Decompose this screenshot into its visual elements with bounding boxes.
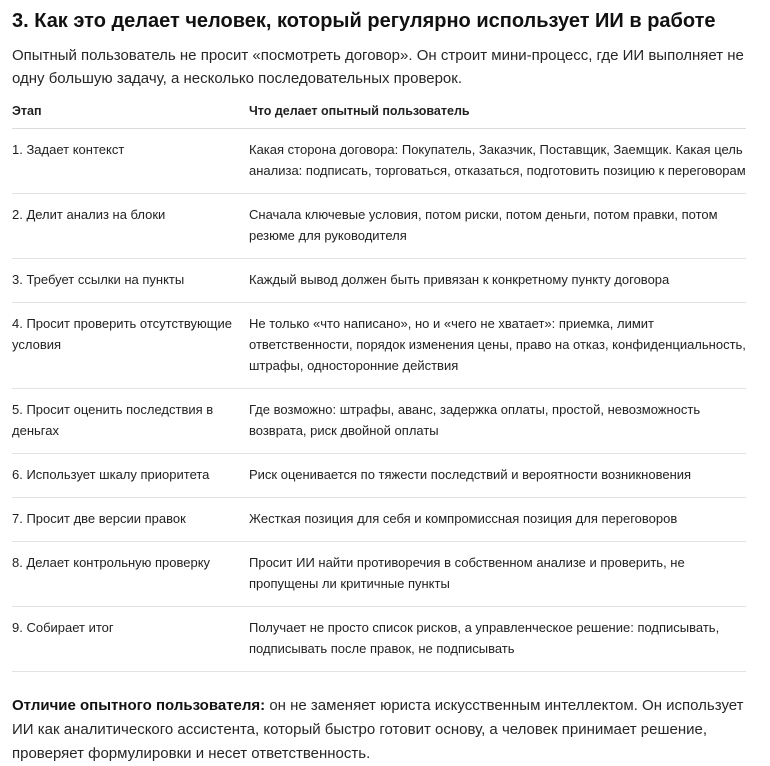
stage-cell: 2. Делит анализ на блоки xyxy=(12,194,249,259)
action-cell: Риск оценивается по тяжести последствий и вероятности возникновения xyxy=(249,454,746,498)
stage-cell: 4. Просит проверить отсутствующие условия xyxy=(12,303,249,389)
action-cell: Не только «что написано», но и «чего не хватает»: приемка, лимит ответственности, порядок изменения цены, право на отказ, конфиденциальность, штрафы, односторонние действия xyxy=(249,303,746,389)
stage-cell: 9. Собирает итог xyxy=(12,607,249,672)
action-cell: Получает не просто список рисков, а управленческое решение: подписывать, подписывать после правок, не подписывать xyxy=(249,607,746,672)
summary-paragraph xyxy=(12,694,758,766)
table-row xyxy=(12,498,746,542)
stage-cell: 7. Просит две версии правок xyxy=(12,498,249,542)
summary-label: Отличие опытного пользователя: xyxy=(12,697,266,714)
action-cell: Сначала ключевые условия, потом риски, потом деньги, потом правки, потом резюме для руководителя xyxy=(249,194,746,259)
stage-cell: 1. Задает контекст xyxy=(12,129,249,194)
table-row xyxy=(12,129,746,194)
stage-cell: 3. Требует ссылки на пункты xyxy=(12,259,249,303)
table-row xyxy=(12,194,746,259)
table-row xyxy=(12,542,746,607)
stage-cell: 6. Использует шкалу приоритета xyxy=(12,454,249,498)
action-cell: Где возможно: штрафы, аванс, задержка оплаты, простой, невозможность возврата, риск двойной оплаты xyxy=(249,389,746,454)
table-row xyxy=(12,259,746,303)
column-header-action: Что делает опытный пользователь xyxy=(249,98,746,129)
action-cell: Каждый вывод должен быть привязан к конкретному пункту договора xyxy=(249,259,746,303)
action-cell: Жесткая позиция для себя и компромиссная позиция для переговоров xyxy=(249,498,746,542)
action-cell: Просит ИИ найти противоречия в собственном анализе и проверить, не пропущены ли критичные пункты xyxy=(249,542,746,607)
summary-text: он не заменяет юриста искусственным интеллектом. Он использует ИИ как аналитического ассистента, который быстро готовит основу, а человек принимает решение, проверяет формулировки и несет ответственность. xyxy=(12,697,744,762)
stage-cell: 5. Просит оценить последствия в деньгах xyxy=(12,389,249,454)
action-cell: Какая сторона договора: Покупатель, Заказчик, Поставщик, Заемщик. Какая цель анализа: подписать, торговаться, отказаться, подготовить позицию к переговорам xyxy=(249,129,746,194)
intro-paragraph: Опытный пользователь не просит «посмотреть договор». Он строит мини-процесс, где ИИ выполняет не одну большую задачу, а несколько последовательных проверок. xyxy=(12,47,744,87)
section-title: 3. Как это делает человек, который регулярно использует ИИ в работе xyxy=(12,10,716,32)
table-row xyxy=(12,389,746,454)
table-header-row xyxy=(12,98,746,129)
table-row xyxy=(12,303,746,389)
stages-table xyxy=(12,98,746,672)
stage-cell: 8. Делает контрольную проверку xyxy=(12,542,249,607)
column-header-stage: Этап xyxy=(12,98,249,129)
table-row xyxy=(12,454,746,498)
table-row xyxy=(12,607,746,672)
